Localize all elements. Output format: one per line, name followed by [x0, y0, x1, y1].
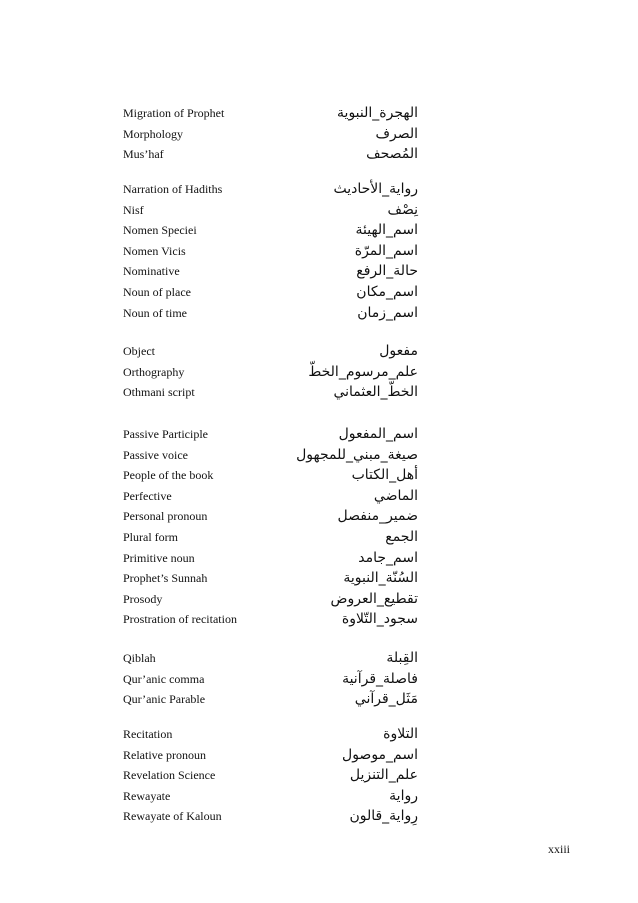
glossary-row — [0, 144, 638, 165]
glossary-group-p — [0, 424, 638, 630]
glossary-row — [0, 282, 638, 303]
glossary-group-r — [0, 724, 638, 827]
arabic-term: علم_مرسوم_الخطّ — [308, 363, 418, 380]
glossary-row — [0, 589, 638, 610]
glossary-row — [0, 486, 638, 507]
arabic-term: رواية — [389, 787, 418, 804]
english-term: Orthography — [123, 364, 185, 379]
glossary-row — [0, 341, 638, 362]
english-term: Narration of Hadiths — [123, 182, 223, 196]
glossary-row — [0, 362, 638, 383]
glossary-row — [0, 261, 638, 282]
english-term: Noun of time — [123, 305, 187, 320]
arabic-term: مفعول — [379, 343, 418, 359]
english-term: Revelation Science — [123, 768, 216, 783]
english-term: Prophet’s Sunnah — [123, 571, 208, 586]
english-term: Migration of Prophet — [123, 106, 225, 120]
arabic-term: التلاوة — [383, 726, 418, 742]
arabic-term: تقطيع_العروض — [330, 590, 418, 607]
english-term: Personal pronoun — [123, 509, 208, 524]
arabic-term: صيغة_مبني_للمجهول — [296, 446, 418, 463]
arabic-term: السُنّة_النبوية — [343, 570, 418, 587]
glossary-row — [0, 609, 638, 630]
glossary-row — [0, 303, 638, 324]
english-term: Perfective — [123, 488, 172, 503]
english-term: Prosody — [123, 591, 163, 606]
glossary-row — [0, 241, 638, 262]
glossary-row — [0, 689, 638, 710]
arabic-term: رِواية_قالون — [349, 808, 418, 825]
glossary-row — [0, 669, 638, 690]
arabic-term: اسم_جامد — [358, 549, 418, 566]
glossary-row — [0, 382, 638, 403]
arabic-term: حالة_الرفع — [356, 263, 418, 280]
glossary-row — [0, 465, 638, 486]
arabic-term: مَثَل_قرآني — [354, 691, 418, 708]
english-term: Nominative — [123, 264, 180, 279]
english-term: Recitation — [123, 727, 173, 741]
glossary-row — [0, 103, 638, 124]
glossary-group-q — [0, 648, 638, 710]
english-term: Mus’haf — [123, 147, 164, 162]
arabic-term: اسم_مكان — [356, 283, 418, 300]
glossary-row — [0, 200, 638, 221]
arabic-term: علم_التنزيل — [349, 767, 418, 784]
english-term: Plural form — [123, 529, 178, 544]
english-term: Qiblah — [123, 651, 156, 665]
arabic-term: الجمع — [385, 528, 418, 545]
arabic-term: اسم_زمان — [357, 304, 418, 321]
glossary-row — [0, 568, 638, 589]
glossary-group-m — [0, 103, 638, 165]
english-term: Othmani script — [123, 385, 195, 400]
english-term: Qur’anic comma — [123, 671, 205, 686]
arabic-term: نِصْف — [387, 201, 418, 218]
glossary-row — [0, 506, 638, 527]
arabic-term: الهجرة_النبوية — [337, 105, 418, 121]
glossary-row — [0, 786, 638, 807]
glossary-row — [0, 745, 638, 766]
arabic-term: اسم_المرّة — [354, 242, 418, 259]
english-term: Passive voice — [123, 447, 188, 462]
arabic-term: الخطّ_العثماني — [333, 384, 418, 401]
english-term: Rewayate of Kaloun — [123, 809, 222, 824]
english-term: Prostration of recitation — [123, 612, 237, 627]
english-term: Primitive noun — [123, 550, 195, 565]
english-term: Noun of place — [123, 284, 191, 299]
english-term: Morphology — [123, 126, 183, 141]
arabic-term: اسم_الهيئة — [355, 222, 418, 239]
glossary-group-o — [0, 341, 638, 403]
arabic-term: فاصلة_قرآنية — [342, 670, 418, 687]
page-number: xxiii — [547, 842, 570, 856]
arabic-term: القِبلة — [386, 650, 418, 666]
glossary-row — [0, 179, 638, 200]
glossary-row — [0, 806, 638, 827]
english-term: Qur’anic Parable — [123, 692, 206, 707]
arabic-term: اسم_موصول — [342, 746, 418, 763]
arabic-term: الماضي — [373, 487, 418, 504]
arabic-term: سجود_التّلاوة — [341, 611, 418, 628]
glossary-row — [0, 527, 638, 548]
english-term: Nomen Speciei — [123, 223, 197, 238]
glossary-row — [0, 648, 638, 669]
arabic-term: الصرف — [375, 125, 418, 142]
glossary-row — [0, 124, 638, 145]
english-term: Rewayate — [123, 788, 171, 803]
glossary-row — [0, 445, 638, 466]
english-term: Object — [123, 344, 155, 358]
english-term: Nomen Vicis — [123, 243, 186, 258]
glossary-row — [0, 424, 638, 445]
arabic-term: أهل_الكتاب — [351, 467, 418, 484]
glossary-group-n — [0, 179, 638, 323]
arabic-term: المُصحف — [366, 146, 418, 163]
arabic-term: ضمير_منفصل — [337, 508, 418, 525]
arabic-term: رواية_الأحاديث — [333, 181, 418, 197]
english-term: Relative pronoun — [123, 747, 206, 762]
english-term: People of the book — [123, 468, 214, 483]
glossary-row — [0, 724, 638, 745]
english-term: Passive Participle — [123, 427, 208, 441]
arabic-term: اسم_المفعول — [338, 426, 418, 442]
english-term: Nisf — [123, 202, 144, 217]
glossary-row — [0, 765, 638, 786]
glossary-row — [0, 220, 638, 241]
glossary-row — [0, 548, 638, 569]
